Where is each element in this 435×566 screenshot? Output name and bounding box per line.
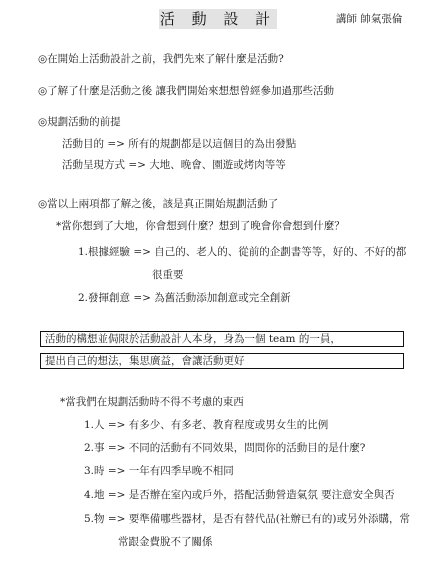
- boxed-note-line-2: 提出自己的想法，集思廣益，會讓活動更好: [40, 353, 404, 369]
- premise-item-format: 活動呈現方式 => 大地、晚會、園遊或烤肉等等: [62, 159, 286, 171]
- consideration-things-cont: 常跟金費脫不了關係: [118, 536, 213, 548]
- consideration-people: 1.人 => 有多少、有多老、教育程度或男女生的比例: [84, 419, 329, 431]
- consideration-event: 2.事 => 不同的活動有不同效果，問問你的活動目的是什麼?: [84, 442, 366, 454]
- planning-question: *當你想到了大地，你會想到什麼？想到了晚會你會想到什麼？: [56, 220, 345, 232]
- consideration-place: 4.地 => 是否辦在室內或戶外，搭配活動營造氣氛 要注意安全與否: [84, 489, 395, 501]
- planning-item-experience: 1.根據經驗 => 自己的、老人的、從前的企劃書等等，好的、不好的都: [78, 246, 407, 258]
- consideration-things: 5.物 => 要準備哪些器材，是否有替代品(社辦已有的)或另外添購，常: [84, 513, 410, 525]
- premise-heading: ◎規劃活動的前提: [38, 116, 121, 128]
- planning-item-creativity: 2.發揮創意 => 為舊活動添加創意或完全創新: [78, 292, 291, 304]
- premise-item-purpose: 活動目的 => 所有的規劃都是以這個目的為出發點: [62, 138, 297, 150]
- considerations-heading: *當我們在規劃活動時不得不考慮的東西: [60, 396, 244, 408]
- planning-heading: ◎當以上兩項都了解之後，該是真正開始規劃活動了: [38, 198, 279, 210]
- boxed-note-line-1: 活動的構想並侷限於活動設計人本身，身為一個 team 的一員，: [40, 331, 404, 347]
- lecturer-name: 講師 帥氣張倫: [336, 13, 403, 25]
- planning-item-experience-cont: 很重要: [152, 269, 184, 281]
- intro-line-1: ◎在開始上活動設計之前，我們先來了解什麼是活動?: [38, 53, 284, 65]
- document-title: 活 動 設 計: [159, 9, 277, 28]
- intro-line-2: ◎了解了什麼是活動之後 讓我們開始來想想曾經參加過那些活動: [38, 85, 334, 97]
- consideration-time: 3.時 => 一年有四季早晚不相同: [84, 465, 234, 477]
